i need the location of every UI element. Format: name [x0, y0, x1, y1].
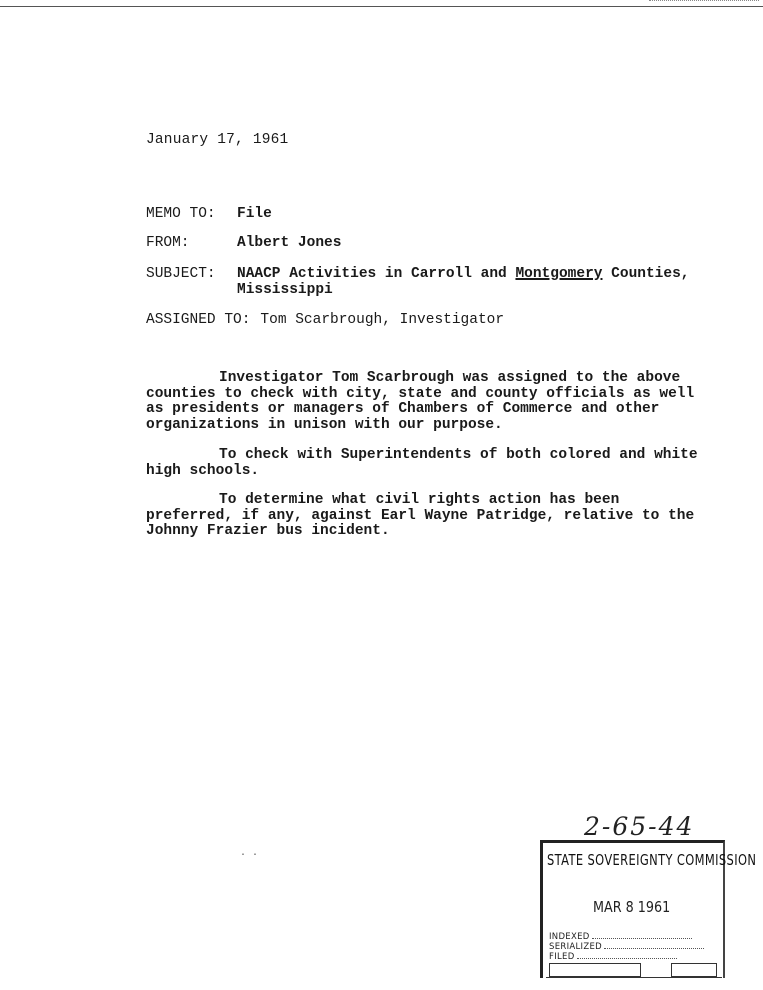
paragraph-2: [146, 448, 706, 479]
from-label: FROM:: [146, 235, 190, 251]
subject-text-1: NAACP Activities in Carroll and: [237, 266, 516, 282]
stamp-date: MAR 8 1961: [593, 898, 671, 916]
stamp-indexed-label: INDEXED: [549, 932, 590, 942]
stamp-filed-label: FILED: [549, 952, 575, 962]
from-row: [146, 235, 341, 251]
subject-underlined-word: Montgomery: [515, 266, 603, 282]
assigned-value: Tom Scarbrough, Investigator: [260, 312, 505, 328]
memo-to-value: File: [237, 206, 272, 222]
handwritten-file-number: 2-65-44: [584, 812, 695, 841]
stamp-filed-line: [549, 951, 677, 962]
stamp-bottom-rule: [546, 977, 722, 978]
stamp-box-right: [671, 963, 717, 977]
subject-label: SUBJECT:: [146, 266, 216, 282]
paragraph-1: [146, 371, 706, 433]
subject-value: [237, 266, 717, 298]
paragraph-3-text: To determine what civil rights action has been preferred, if any, against Earl Wayne Patridge, relative to the Johnny Frazier bus incident.: [146, 492, 695, 539]
paragraph-3: [146, 493, 706, 540]
subject-row: [146, 266, 717, 298]
scan-speck: · ·: [240, 850, 259, 861]
commission-stamp: [540, 840, 757, 978]
assigned-row: [146, 312, 504, 328]
stamp-box-left: [549, 963, 641, 977]
stamp-serialized-label: SERIALIZED: [549, 942, 602, 952]
stamp-title: STATE SOVEREIGNTY COMMISSION: [547, 851, 757, 869]
memo-date: January 17, 1961: [146, 132, 289, 148]
paragraph-2-text: To check with Superintendents of both colored and white high schools.: [146, 447, 698, 479]
memo-to-row: [146, 206, 272, 222]
top-dotted-edge: [649, 0, 759, 7]
subject-text-2: Counties, Mississippi: [237, 266, 690, 298]
assigned-label: ASSIGNED TO:: [146, 312, 251, 328]
paragraph-1-text: Investigator Tom Scarbrough was assigned to the above counties to check with city, state and county officials as well as presidents or managers of Chambers of Commerce and other organizations in unison with our purpose.: [146, 370, 695, 433]
memo-to-label: MEMO TO:: [146, 206, 216, 222]
from-value: Albert Jones: [237, 235, 342, 251]
